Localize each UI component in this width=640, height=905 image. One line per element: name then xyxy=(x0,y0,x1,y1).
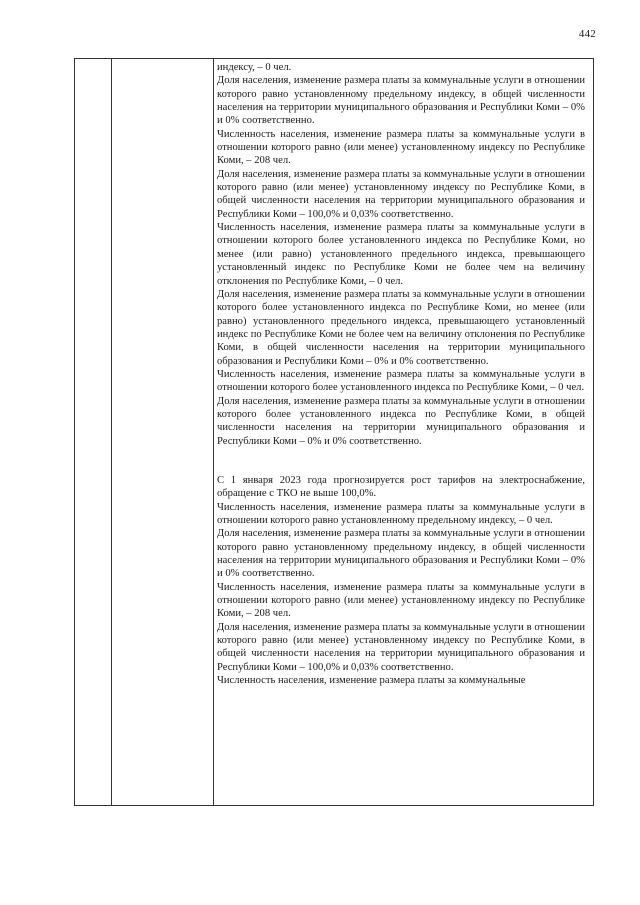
page-number: 442 xyxy=(578,28,596,40)
section-gap xyxy=(217,461,585,474)
paragraph: индексу, – 0 чел. xyxy=(217,62,292,73)
column-divider-2 xyxy=(213,59,214,805)
paragraph: С 1 января 2023 года прогнозируется рост тарифов на электроснабжение, обращение с ТКО не выше 100,0%. xyxy=(217,474,585,500)
paragraph: Доля населения, изменение размера платы за коммунальные услуги в отношении которого равно установленному предельному индексу, в общей численности населения на территории муниципального образования и Республики Коми – 0% и 0% соответственно. xyxy=(217,528,585,580)
paragraph: Численность населения, изменение размера платы за коммунальные услуги в отношении которого равно (или менее) установленному индексу по Республике Коми, – 208 чел. xyxy=(217,128,585,167)
paragraph: Численность населения, изменение размера платы за коммунальные услуги в отношении которого более установленного индекса по Республике Коми, но менее (или равно) установленного предельного индекса, превышающего установленный индекс по Республике Коми не более чем на величину отклонения по Республике Коми, – 0 чел. xyxy=(217,222,585,287)
column-divider-1 xyxy=(111,59,112,805)
paragraph: Доля населения, изменение размера платы за коммунальные услуги в отношении которого более установленного индекса по Республике Коми, но менее (или равно) установленного предельного индекса, превышающего установленный индекс по Республике Коми не более чем на величину отклонения по Республике Коми, в общей численности населения на территории муниципального образования и Республики Коми – 0% и 0% соответственно. xyxy=(217,288,585,367)
section-gap xyxy=(217,448,585,461)
document-table xyxy=(74,58,594,806)
paragraph: Численность населения, изменение размера платы за коммунальные xyxy=(217,675,526,687)
paragraph: Доля населения, изменение размера платы за коммунальные услуги в отношении которого равно установленному предельному индексу, в общей численности населения на территории муниципального образования и Республики Коми – 0% и 0% соответственно. xyxy=(217,75,585,127)
paragraph: Доля населения, изменение размера платы за коммунальные услуги в отношении которого равно (или менее) установленному индексу по Республике Коми, в общей численности населения на территории муниципального образования и Республики Коми – 100,0% и 0,03% соответственно. xyxy=(217,168,585,220)
table-text-cell xyxy=(217,61,585,687)
paragraph: Доля населения, изменение размера платы за коммунальные услуги в отношении которого равно (или менее) установленному индексу по Республике Коми, в общей численности населения на территории муниципального образования и Республики Коми – 100,0% и 0,03% соответственно. xyxy=(217,621,585,673)
paragraph: Численность населения, изменение размера платы за коммунальные услуги в отношении которого равно (или менее) установленному индексу по Республике Коми, – 208 чел. xyxy=(217,581,585,620)
paragraph: Доля населения, изменение размера платы за коммунальные услуги в отношении которого более установленного индекса по Республике Коми, в общей численности населения на территории муниципального образования и Республики Коми – 0% и 0% соответственно. xyxy=(217,395,585,447)
paragraph: Численность населения, изменение размера платы за коммунальные услуги в отношении которого равно установленному предельному индексу, – 0 чел. xyxy=(217,501,585,526)
paragraph: Численность населения, изменение размера платы за коммунальные услуги в отношении которого более установленного индекса по Республике Коми, – 0 чел. xyxy=(217,368,585,394)
